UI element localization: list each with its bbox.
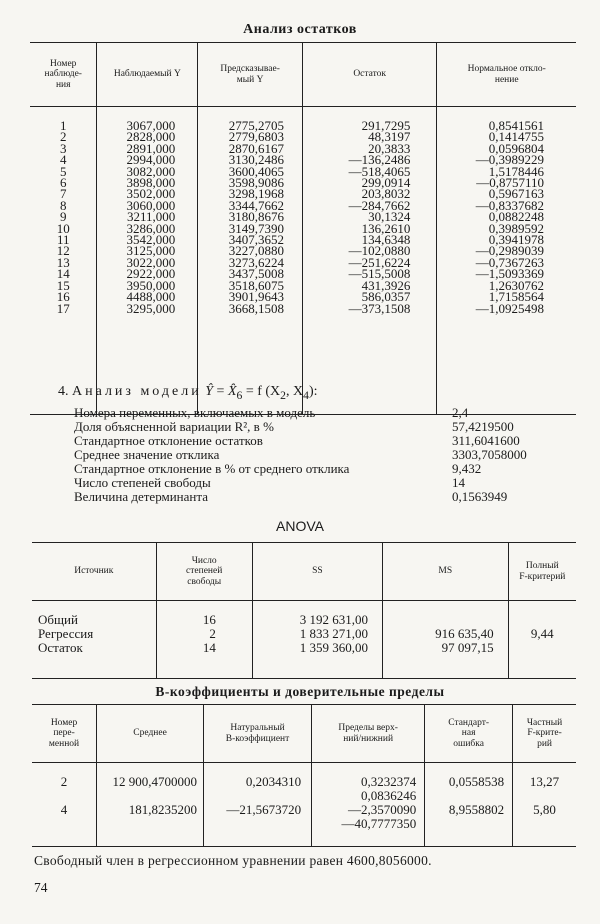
residual-cell: —373,1508 <box>348 300 411 316</box>
anova-col-df <box>156 601 252 679</box>
model-number: 4. <box>58 384 69 399</box>
header-line: Среднее <box>133 728 167 739</box>
coef-num-2: 2 <box>60 774 68 789</box>
anova-table <box>32 542 576 679</box>
anova-cell <box>509 613 576 627</box>
model-heading-text: Анализ модели <box>72 384 202 399</box>
header-line: Номер <box>50 58 77 69</box>
anova-header-f <box>508 543 576 601</box>
coef-header-partial <box>513 705 576 763</box>
residual-cell: 3437,5008 <box>228 266 284 282</box>
residual-cell: 3286,000 <box>126 220 176 236</box>
residual-cell: 2779,6803 <box>228 129 284 145</box>
residual-cell: 13 <box>56 254 70 270</box>
residual-cell: 17 <box>56 300 70 316</box>
residual-cell: 30,1324 <box>368 209 411 225</box>
header-line: Нормальное откло- <box>467 64 546 74</box>
coef-header-limits <box>312 705 425 763</box>
residual-cell: 2891,000 <box>126 140 176 156</box>
residual-cell: 3600,4065 <box>228 163 284 179</box>
coef-col-mean <box>97 763 204 847</box>
residual-cell: 3130,2486 <box>228 152 284 168</box>
residual-cell: 3502,000 <box>126 186 176 202</box>
stat-label: Доля объясненной вариации R², в % <box>74 419 274 434</box>
residual-cell: 9 <box>59 209 67 225</box>
anova-cell <box>509 641 576 655</box>
stat-row <box>74 420 554 434</box>
residual-cell: 5 <box>59 163 67 179</box>
residual-cell: 0,3989592 <box>488 220 544 236</box>
col-observed <box>97 107 198 415</box>
header-line: рий <box>537 738 552 749</box>
residual-cell: 12 <box>56 243 70 259</box>
coef-col-num <box>32 763 97 847</box>
stat-row <box>74 448 554 462</box>
header-line: ний/нижний <box>343 733 394 744</box>
residual-cell: 2 <box>59 129 67 145</box>
formula-end: ): <box>308 384 318 399</box>
residual-cell: —1,0925498 <box>475 300 544 316</box>
page-number: 74 <box>34 880 48 895</box>
formula-y-hat: Ŷ <box>205 384 214 399</box>
anova-col-f <box>508 601 576 679</box>
header-line: Частный <box>526 717 563 728</box>
anova-cell: 3 192 631,00 <box>299 612 368 627</box>
residual-cell: 3901,9643 <box>228 289 284 305</box>
residual-cell: 3211,000 <box>127 209 176 225</box>
formula-sub4: 4 <box>303 388 309 402</box>
residual-cell: 3149,7390 <box>228 220 284 236</box>
residual-cell: —518,4065 <box>348 163 411 179</box>
residual-cell: 0,1414755 <box>488 129 544 145</box>
header-line: Источник <box>74 566 114 577</box>
coef-col-limits <box>312 763 425 847</box>
coef-col-partial <box>513 763 576 847</box>
anova-cell: 9,44 <box>530 626 554 641</box>
residual-cell: 6 <box>59 175 67 191</box>
coef-upper: —2,3570090 <box>347 802 417 817</box>
anova-header-ms <box>382 543 508 601</box>
model-stats <box>74 406 554 504</box>
stat-label: Номера переменных, включаемых в модель <box>74 405 316 420</box>
header-line: мый Y <box>236 74 264 85</box>
anova-cell: 14 <box>202 640 216 655</box>
anova-cell: 916 635,40 <box>435 626 494 641</box>
coef-natural: —21,5673720 <box>226 802 302 817</box>
stat-label: Стандартное отклонение остатков <box>74 433 263 448</box>
coef-lower: 0,0836246 <box>360 788 417 803</box>
col-predicted <box>198 107 303 415</box>
coef-natural: 0,2034310 <box>245 774 302 789</box>
residual-cell: 3950,000 <box>126 277 176 293</box>
stat-label: Число степеней свободы <box>74 475 211 490</box>
header-line: F-крите- <box>527 728 562 739</box>
residual-cell: —251,6224 <box>348 254 411 270</box>
residuals-table <box>30 42 576 415</box>
col-header-predicted <box>198 43 303 107</box>
residual-cell: 3518,6075 <box>228 277 284 293</box>
stat-value: 9,432 <box>452 461 482 476</box>
header-line: MS <box>438 566 453 577</box>
header-line: ошибка <box>453 738 484 749</box>
anova-col-source <box>32 601 156 679</box>
coef-mean: 181,8235200 <box>128 802 198 817</box>
residual-cell: —284,7662 <box>348 197 411 213</box>
residual-cell: 3273,6224 <box>228 254 284 270</box>
residual-cell: —136,2486 <box>348 152 411 168</box>
residual-cell: 2870,6167 <box>228 140 284 156</box>
residual-cell: 3598,9086 <box>228 175 284 191</box>
residual-cell: 203,8032 <box>361 186 411 202</box>
residual-cell: 0,8541561 <box>488 118 544 133</box>
col-header-normal <box>437 43 576 107</box>
coef-header-natural <box>204 705 312 763</box>
residual-cell: —102,0880 <box>348 243 411 259</box>
header-line: ная <box>461 728 476 739</box>
residual-cell: 2775,2705 <box>228 118 284 133</box>
header-line: Пределы верх- <box>338 723 398 733</box>
residual-cell: 3227,0880 <box>228 243 284 259</box>
residual-cell: 0,5967163 <box>488 186 544 202</box>
formula-x-hat: X̂ <box>227 384 237 399</box>
anova-header-df <box>156 543 252 601</box>
residual-cell: 3898,000 <box>126 175 176 191</box>
stat-row <box>74 434 554 448</box>
stat-row <box>74 406 554 420</box>
residual-cell: 3022,000 <box>126 254 176 270</box>
coef-table <box>32 704 576 847</box>
header-line: F-критерий <box>519 571 566 582</box>
coef-header-num <box>32 705 97 763</box>
residual-cell: 16 <box>56 289 70 305</box>
residual-cell: —0,7367263 <box>475 254 544 270</box>
header-line: ния <box>55 79 71 90</box>
anova-col-ms <box>382 601 508 679</box>
residuals-title: Анализ остатков <box>243 22 357 37</box>
residual-cell: 3180,8676 <box>228 209 284 225</box>
anova-header-ss <box>252 543 382 601</box>
coef-stderr: 8,9558802 <box>448 802 505 817</box>
residual-cell: 3344,7662 <box>228 197 284 213</box>
anova-cell: Остаток <box>38 640 83 655</box>
stat-label: Величина детерминанта <box>74 489 208 504</box>
anova-header-source <box>32 543 156 601</box>
formula-sub2: 2 <box>280 388 286 402</box>
col-header-residual <box>302 43 436 107</box>
anova-cell: 97 097,15 <box>441 640 494 655</box>
residual-cell: 3668,1508 <box>228 300 284 316</box>
residual-cell: 299,0914 <box>361 175 411 191</box>
residual-cell: —0,3989229 <box>475 152 544 168</box>
header-line: Число <box>191 555 217 566</box>
header-line: SS <box>312 566 323 577</box>
coef-header-mean <box>97 705 204 763</box>
residual-cell: 2828,000 <box>126 129 176 145</box>
residual-cell: 3082,000 <box>126 163 176 179</box>
anova-cell: Регрессия <box>38 626 94 641</box>
coef-lower: —40,7777350 <box>341 816 417 831</box>
residual-cell: 10 <box>56 220 70 236</box>
header-line: менной <box>48 738 80 749</box>
col-num <box>30 107 97 415</box>
header-line: Натуральный <box>230 723 285 733</box>
residual-cell: —0,2989039 <box>475 243 544 259</box>
col-residual <box>302 107 436 415</box>
residual-cell: —1,5093369 <box>475 266 544 282</box>
header-line: наблюде- <box>44 69 82 80</box>
residual-cell: 3295,000 <box>126 300 176 316</box>
coef-num-4: 4 <box>60 802 68 817</box>
residual-cell: 3125,000 <box>126 243 176 259</box>
residual-cell: 0,3941978 <box>488 232 544 248</box>
model-heading: 4. Анализ модели Ŷ = $X̂_6 = f$ ($X_2$, $X_4$): <box>58 384 318 402</box>
residual-cell: 7 <box>59 186 67 202</box>
coef-upper: 0,3232374 <box>360 774 417 789</box>
stat-row <box>74 476 554 490</box>
stat-row <box>74 462 554 476</box>
residual-cell: 20,3833 <box>368 140 411 156</box>
residual-cell: 14 <box>56 266 70 282</box>
residual-cell: 291,7295 <box>361 118 411 133</box>
residual-cell: 1,5178446 <box>488 163 544 179</box>
col-header-observed <box>97 43 198 107</box>
residual-cell: 1,7158564 <box>488 289 544 305</box>
header-line: свободы <box>187 576 222 587</box>
residual-cell: 136,2610 <box>361 220 411 236</box>
stat-value: 0,1563949 <box>452 489 508 504</box>
residual-cell: —515,5008 <box>348 266 411 282</box>
residual-cell: 3407,3652 <box>228 232 284 248</box>
formula-rhs: = f (X <box>245 384 281 399</box>
header-line: Наблюдаемый Y <box>113 69 181 80</box>
stat-value: 57,4219500 <box>452 419 514 434</box>
formula-sep: , X <box>286 384 304 399</box>
coef-header-stderr <box>425 705 513 763</box>
header-line: Полный <box>525 561 559 571</box>
stat-value: 14 <box>452 475 465 490</box>
residual-cell: 3060,000 <box>126 197 176 213</box>
residual-cell: 4488,000 <box>126 289 176 305</box>
residual-cell: —0,8337682 <box>475 197 544 213</box>
coef-col-natural <box>204 763 312 847</box>
col-normal <box>437 107 576 415</box>
footer-note: Свободный член в регрессионном уравнении равен 4600,8056000. <box>34 853 432 868</box>
col-header-num <box>30 43 97 107</box>
header-line: степеней <box>186 566 223 577</box>
residual-cell: 1 <box>59 118 67 133</box>
residual-cell: 586,0357 <box>361 289 411 305</box>
formula-sub: 6 <box>236 388 243 402</box>
anova-cell: 1 833 271,00 <box>299 626 368 641</box>
residual-cell: 11 <box>56 232 70 248</box>
stat-value: 2,4 <box>452 405 469 420</box>
residual-cell: 3298,1968 <box>228 186 284 202</box>
residual-cell: 431,3926 <box>361 277 411 293</box>
anova-col-ss <box>252 601 382 679</box>
anova-cell: 1 359 360,00 <box>299 640 368 655</box>
residual-cell: 48,3197 <box>368 129 411 145</box>
stat-label: Стандартное отклонение в % от среднего отклика <box>74 461 350 476</box>
stat-value: 3303,7058000 <box>452 447 527 462</box>
coef-stderr: 0,0558538 <box>448 774 505 789</box>
residual-cell: 4 <box>59 152 67 168</box>
residual-cell: 3067,000 <box>126 118 176 133</box>
residual-cell: 2922,000 <box>126 266 176 282</box>
header-line: пере- <box>53 728 75 739</box>
residual-cell: 2994,000 <box>126 152 176 168</box>
residual-cell: —0,8757110 <box>476 175 544 191</box>
residual-cell: 3542,000 <box>126 232 176 248</box>
coef-col-stderr <box>425 763 513 847</box>
coef-partial: 5,80 <box>533 802 556 817</box>
stat-label: Среднее значение отклика <box>74 447 220 462</box>
residual-cell: 0,0882248 <box>488 209 544 225</box>
coef-title: B-коэффициенты и доверительные пределы <box>155 684 445 699</box>
anova-title: ANOVA <box>276 518 324 534</box>
residual-cell: 3 <box>59 140 67 156</box>
stat-value: 311,6041600 <box>452 433 520 448</box>
header-line: Предсказывае- <box>220 64 280 74</box>
residual-cell: 15 <box>56 277 70 293</box>
anova-cell: 2 <box>209 626 216 641</box>
anova-cell <box>383 613 494 627</box>
residual-cell: 1,2630762 <box>488 277 544 293</box>
residual-cell: 134,6348 <box>361 232 411 248</box>
anova-cell: 16 <box>202 612 216 627</box>
header-line: нение <box>494 74 519 85</box>
residual-cell: 8 <box>59 197 67 213</box>
residual-cell: 0,0596804 <box>488 140 544 156</box>
coef-mean: 12 900,4700000 <box>112 774 198 789</box>
header-line: Номер <box>50 717 78 728</box>
header-line: Остаток <box>353 69 387 80</box>
header-line: B-коэффициент <box>225 733 290 744</box>
anova-cell: Общий <box>38 612 78 627</box>
coef-partial: 13,27 <box>529 774 560 789</box>
header-line: Стандарт- <box>448 717 490 728</box>
stat-row <box>74 490 554 504</box>
